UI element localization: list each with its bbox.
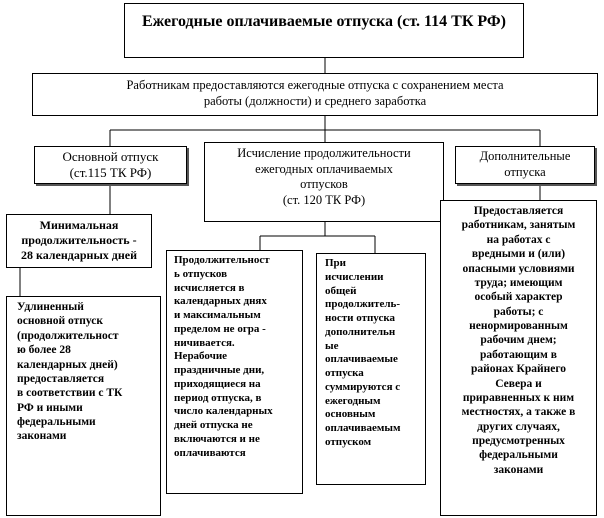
calculation-box xyxy=(204,142,444,222)
title-box xyxy=(124,3,524,58)
calculation-right-text: При исчислении общей продолжитель- ности отпуска дополнительн ые оплачиваемые отпуска суммируются с ежегодным основным оплачиваемым отпуском xyxy=(325,257,401,448)
calculation-heading: Исчисление продолжительности ежегодных оплачиваемых отпусков (ст. 120 ТК РФ) xyxy=(237,146,411,207)
extended-leave-text: Удлиненный основной отпуск (продолжительност ю более 28 календарных дней) предоставляется в соответствии с ТК РФ и иными федеральными законами xyxy=(17,301,123,443)
calculation-left-box xyxy=(166,250,303,494)
additional-details-box xyxy=(440,200,597,516)
minimum-duration: Минимальная продолжительность - 28 календарных дней xyxy=(20,218,138,262)
basic-leave-heading: Основной отпуск (ст.115 ТК РФ) xyxy=(62,149,159,181)
additional-leave-box xyxy=(455,146,595,184)
extended-leave-box xyxy=(6,296,161,516)
basic-leave-box xyxy=(34,146,187,184)
minimum-duration-box xyxy=(6,214,152,268)
additional-details-text: Предоставляется работникам, занятым на работах с вредными и (или) опасными условиями труда; имеющим особый характер работы; с ненормированным рабочим днем; работающим в районах Крайнего Севера и приравненных к ним местностях, а также в других случаях, предусмотренных федеральными законами xyxy=(461,205,576,476)
calculation-right-box xyxy=(316,253,426,485)
calculation-left-text: Продолжительност ь отпусков исчисляется в календарных днях и максимальным пределом не огра - ничивается. Нерабочие праздничные дни, приходящиеся на период отпуска, в число календарных дней отпуска не включаются и не оплачиваются xyxy=(174,254,273,459)
title: Ежегодные оплачиваемые отпуска (ст. 114 ТК РФ) xyxy=(141,13,506,30)
main-statement-box xyxy=(32,73,598,116)
additional-leave-heading: Дополнительные отпуска xyxy=(479,149,571,179)
main-statement: Работникам предоставляются ежегодные отпуска с сохранением места работы (должности) и среднего заработка xyxy=(126,78,504,108)
